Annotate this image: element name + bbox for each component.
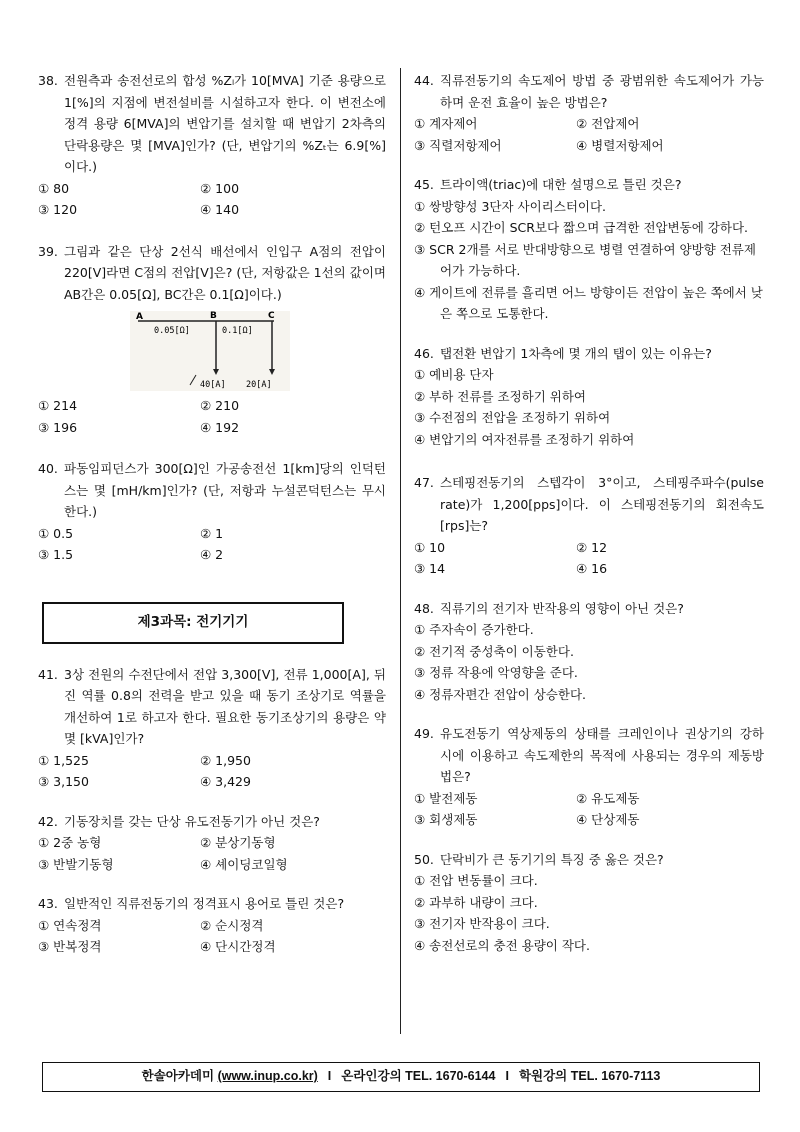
option-4[interactable]: ④ 게이트에 전류를 흘리면 어느 방향이든 전압이 높은 쪽에서 낮은 쪽으로 도통한다. xyxy=(414,284,763,321)
node-c-label: C xyxy=(268,311,275,321)
question-stem xyxy=(38,241,386,306)
option-3[interactable]: ③ 수전점의 전압을 조정하기 위하여 xyxy=(414,410,611,425)
question-text: 전원측과 송전선로의 합성 %Zₗ가 10[MVA] 기준 용량으로 1[%]의 지점에 변전설비를 시설하고자 한다. 이 변전소에 정격 용량 6[MVA]의 변압기를 설치할 때 변압기 2차측의 단락용량은 몇 [MVA]인가? (단, 변압기의 %Zₜ는 6.9[%]이다.) xyxy=(64,73,386,174)
question-number: 41. xyxy=(38,666,58,682)
option-3[interactable]: ③ 정류 작용에 악영향을 준다. xyxy=(414,665,578,680)
question-number: 48. xyxy=(414,600,434,616)
question-number: 46. xyxy=(414,345,434,361)
option-2[interactable]: ② 분상기동형 xyxy=(200,835,276,850)
option-4[interactable]: ④ 단시간정격 xyxy=(200,939,276,954)
option-3[interactable]: ③ SCR 2개를 서로 반대방향으로 병렬 연결하여 양방향 전류제어가 가능하다. xyxy=(414,241,756,278)
option-4[interactable]: ④ 변압기의 여자전류를 조정하기 위하여 xyxy=(414,431,635,447)
option-4[interactable]: ④ 셰이딩코일형 xyxy=(200,856,288,872)
option-4[interactable]: ④ 140 xyxy=(200,202,240,217)
question-text: 탭전환 변압기 1차측에 몇 개의 탭이 있는 이유는? xyxy=(440,345,712,361)
option-3[interactable]: ③ 120 xyxy=(38,202,78,217)
question-number: 44. xyxy=(414,73,434,88)
offline-phone: 학원강의 TEL. 1670-7113 xyxy=(518,1069,661,1084)
options xyxy=(414,364,764,450)
question-number: 45. xyxy=(414,177,434,192)
resistance-bc-label: 0.1[Ω] xyxy=(222,326,253,336)
question-stem xyxy=(414,849,764,871)
question-text: 기동장치를 갖는 단상 유도전동기가 아닌 것은? xyxy=(64,813,320,829)
online-phone: 온라인강의 TEL. 1670-6144 xyxy=(341,1069,496,1084)
option-1[interactable]: ① 전압 변동률이 크다. xyxy=(414,873,538,888)
resistance-ab-label: 0.05[Ω] xyxy=(154,326,190,336)
question-stem xyxy=(38,811,386,833)
option-1[interactable]: ① 80 xyxy=(38,180,70,196)
option-3[interactable]: ③ 3,150 xyxy=(38,774,89,789)
question-text: 트라이액(triac)에 대한 설명으로 틀린 것은? xyxy=(440,177,682,192)
question-48 xyxy=(414,598,764,706)
current-b-label: 40[A] xyxy=(200,380,226,390)
option-2[interactable]: ② 턴오프 시간이 SCR보다 짧으며 급격한 전압변동에 강하다. xyxy=(414,220,748,235)
circuit-diagram xyxy=(130,311,290,391)
option-4[interactable]: ④ 192 xyxy=(200,419,240,435)
question-number: 43. xyxy=(38,896,58,911)
question-text: 파동임피던스가 300[Ω]인 가공송전선 1[km]당의 인덕턴스는 몇 [mH/km]인가? (단, 저항과 누설콘덕턴스는 무시한다.) xyxy=(64,461,386,519)
question-text: 유도전동기 역상제동의 상태를 크레인이나 권상기의 강하 시에 이용하고 속도제한의 목적에 사용되는 경우의 제동방법은? xyxy=(440,726,764,784)
question-43 xyxy=(38,893,386,958)
academy-name: 한솔아카데미 xyxy=(141,1069,215,1084)
options xyxy=(38,178,386,221)
question-text: 일반적인 직류전동기의 정격표시 용어로 틀린 것은? xyxy=(64,896,345,911)
options xyxy=(414,113,764,156)
question-number: 49. xyxy=(414,726,434,741)
option-2[interactable]: ② 부하 전류를 조정하기 위하여 xyxy=(414,388,587,404)
question-stem xyxy=(38,70,386,178)
option-1[interactable]: ① 10 xyxy=(414,539,446,555)
option-4[interactable]: ④ 단상제동 xyxy=(576,812,640,827)
question-stem xyxy=(414,343,764,365)
question-number: 42. xyxy=(38,813,58,829)
question-42 xyxy=(38,811,386,876)
question-stem xyxy=(414,174,764,196)
options xyxy=(414,619,764,705)
question-40 xyxy=(38,458,386,566)
option-2[interactable]: ② 1,950 xyxy=(200,752,251,768)
option-3[interactable]: ③ 반복정격 xyxy=(38,939,102,954)
question-number: 50. xyxy=(414,851,434,867)
question-text: 직류기의 전기자 반작용의 영향이 아닌 것은? xyxy=(440,600,684,616)
question-stem xyxy=(414,472,764,537)
question-number: 40. xyxy=(38,461,58,476)
option-2[interactable]: ② 100 xyxy=(200,180,240,196)
option-3[interactable]: ③ 1.5 xyxy=(38,547,74,562)
question-46 xyxy=(414,343,764,451)
option-3[interactable]: ③ 196 xyxy=(38,419,78,435)
left-column xyxy=(38,70,386,958)
options xyxy=(38,750,386,793)
circuit-diagram-svg xyxy=(130,311,290,391)
footer-banner xyxy=(42,1062,760,1092)
option-1[interactable]: ① 2중 농형 xyxy=(38,835,102,850)
option-4[interactable]: ④ 정류자편간 전압이 상승한다. xyxy=(414,686,587,702)
option-1[interactable]: ① 발전제동 xyxy=(414,790,478,806)
question-stem xyxy=(414,598,764,620)
section-title: 제3과목: 전기기기 xyxy=(137,613,249,630)
question-stem xyxy=(414,723,764,788)
question-41 xyxy=(38,664,386,793)
options xyxy=(38,915,386,958)
options xyxy=(38,523,386,566)
option-2[interactable]: ② 12 xyxy=(576,539,608,555)
option-4[interactable]: ④ 병렬저항제어 xyxy=(576,137,664,153)
question-text: 단락비가 큰 동기기의 특징 중 옳은 것은? xyxy=(440,851,664,867)
options xyxy=(414,537,764,580)
option-4[interactable]: ④ 송전선로의 충전 용량이 작다. xyxy=(414,937,590,953)
question-number: 47. xyxy=(414,475,434,490)
option-2[interactable]: ② 과부하 내량이 크다. xyxy=(414,894,538,910)
node-a-label: A xyxy=(136,312,143,322)
option-4[interactable]: ④ 3,429 xyxy=(200,774,251,789)
option-3[interactable]: ③ 14 xyxy=(414,561,446,576)
question-stem xyxy=(38,664,386,750)
question-number: 38. xyxy=(38,73,58,88)
current-c-label: 20[A] xyxy=(246,380,272,390)
question-text: 3상 전원의 수전단에서 전압 3,300[V], 전류 1,000[A], 뒤진 역률 0.8의 전력을 받고 있을 때 동기 조상기로 역률을 개선하여 1로 하고자 한다. 필요한 동기조상기의 용량은 약 몇 [kVA]인가? xyxy=(64,666,386,746)
question-number: 39. xyxy=(38,243,58,259)
option-3[interactable]: ③ 전기자 반작용이 크다. xyxy=(414,916,550,931)
question-text: 그림과 같은 단상 2선식 배선에서 인입구 A점의 전압이 220[V]라면 C점의 전압[V]은? (단, 저항값은 1선의 값이며 AB간은 0.05[Ω], BC간은 0.1[Ω]이다.) xyxy=(64,243,386,302)
option-3[interactable]: ③ 반발기동형 xyxy=(38,856,114,872)
question-39 xyxy=(38,241,386,439)
options xyxy=(414,196,764,325)
options xyxy=(38,395,386,438)
question-49 xyxy=(414,723,764,831)
question-stem xyxy=(38,458,386,523)
option-1[interactable]: ① 쌍방향성 3단자 사이리스터이다. xyxy=(414,198,607,214)
question-stem xyxy=(38,893,386,915)
figure-background xyxy=(130,311,290,391)
question-text: 직류전동기의 속도제어 방법 중 광범위한 속도제어가 가능하며 운전 효율이 높은 방법은? xyxy=(440,73,764,110)
question-47 xyxy=(414,472,764,580)
option-1[interactable]: ① 1,525 xyxy=(38,752,89,768)
option-2[interactable]: ② 1 xyxy=(200,525,224,541)
option-1[interactable]: ① 주자속이 증가한다. xyxy=(414,622,534,637)
option-3[interactable]: ③ 직렬저항제어 xyxy=(414,137,502,153)
option-1[interactable]: ① 계자제어 xyxy=(414,116,478,131)
option-1[interactable]: ① 214 xyxy=(38,398,78,413)
section-title-box xyxy=(42,602,344,644)
option-4[interactable]: ④ 2 xyxy=(200,547,224,562)
footer-separator: I xyxy=(505,1069,509,1084)
options xyxy=(414,870,764,956)
option-4[interactable]: ④ 16 xyxy=(576,561,608,576)
right-column xyxy=(414,70,764,956)
question-stem xyxy=(414,70,764,113)
options xyxy=(38,832,386,875)
options xyxy=(414,788,764,831)
question-45 xyxy=(414,174,764,325)
question-38 xyxy=(38,70,386,221)
option-2[interactable]: ② 유도제동 xyxy=(576,790,640,806)
question-text: 스테핑전동기의 스텝각이 3°이고, 스테핑주파수(pulse rate)가 1,200[pps]이다. 이 스테핑전동기의 회전속도[rps]는? xyxy=(440,475,764,533)
question-44 xyxy=(414,70,764,156)
question-50 xyxy=(414,849,764,957)
footer-separator: I xyxy=(327,1069,332,1084)
academy-url-link[interactable]: (www.inup.co.kr) xyxy=(217,1069,318,1084)
option-1[interactable]: ① 예비용 단자 xyxy=(414,367,494,382)
option-2[interactable]: ② 순시정격 xyxy=(200,917,264,933)
option-3[interactable]: ③ 회생제동 xyxy=(414,812,478,827)
option-2[interactable]: ② 210 xyxy=(200,398,240,413)
option-2[interactable]: ② 전기적 중성축이 이동한다. xyxy=(414,643,574,659)
option-2[interactable]: ② 전압제어 xyxy=(576,116,640,131)
option-1[interactable]: ① 0.5 xyxy=(38,525,74,541)
option-1[interactable]: ① 연속정격 xyxy=(38,917,102,933)
column-divider xyxy=(400,68,401,1034)
node-b-label: B xyxy=(210,311,217,321)
